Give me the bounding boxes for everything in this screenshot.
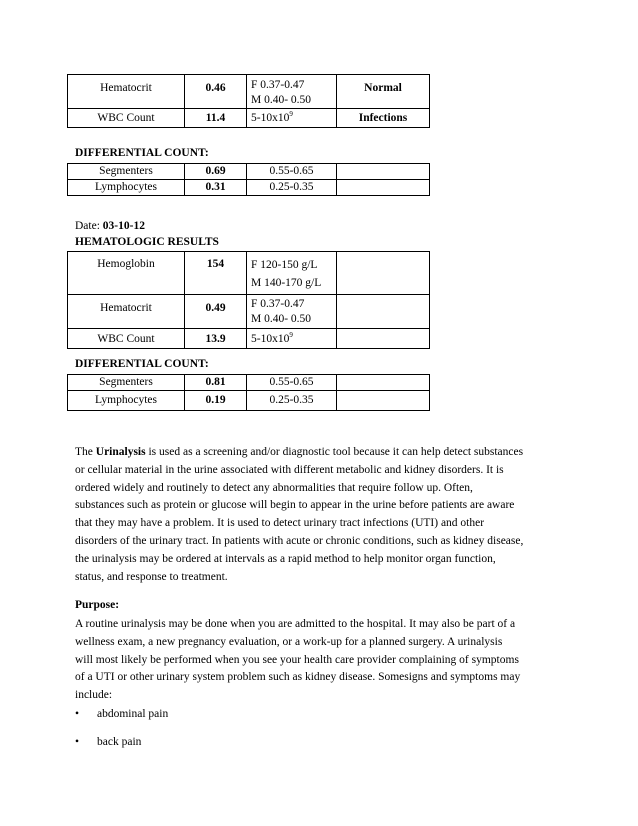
paragraph-line: the urinalysis may be ordered at intervals as a rapid method to help monitor organ function,	[75, 552, 496, 565]
table-row	[68, 164, 430, 180]
test-value: 11.4	[185, 109, 247, 128]
hematology-table-1	[67, 74, 430, 128]
test-name: Lymphocytes	[68, 391, 185, 411]
table-row	[68, 391, 430, 411]
differential-heading: DIFFERENTIAL COUNT:	[75, 147, 209, 159]
paragraph-line: that they may have a problem. It is used to detect urinary tract infections (UTI) and other	[75, 517, 485, 530]
test-value: 0.31	[185, 180, 247, 196]
differential-table-1	[67, 163, 430, 196]
test-value: 0.19	[185, 391, 247, 411]
test-name: Hematocrit	[68, 295, 185, 329]
test-name: WBC Count	[68, 109, 185, 128]
purpose-heading: Purpose:	[75, 599, 120, 611]
hematology-table-2	[67, 251, 430, 349]
paragraph-line: or cellular material in the urine associated with different metabolic and kidney disorders. It is	[75, 463, 504, 476]
reference-range: 0.25-0.35	[247, 180, 337, 196]
test-name: Segmenters	[68, 375, 185, 391]
paragraph-line: of a UTI or other urinary system problem such as kidney disease. Somesigns and symptoms may	[75, 671, 521, 684]
paragraph-line: A routine urinalysis may be done when you are admitted to the hospital. It may also be part of a	[75, 618, 516, 630]
urinalysis-paragraph	[75, 444, 575, 586]
test-value: 0.69	[185, 164, 247, 180]
reference-range: 0.55-0.65	[247, 375, 337, 391]
list-item: • back pain	[75, 736, 142, 748]
remark: Infections	[337, 109, 430, 128]
test-value: 0.46	[185, 75, 247, 109]
paragraph-line: status, and response to treatment.	[75, 570, 228, 583]
paragraph-line: wellness exam, a new pregnancy evaluation, or a work-up for a planned surgery. A urinalysis	[75, 635, 503, 648]
remark	[337, 329, 430, 349]
paragraph-line: will most likely be performed when you see your health care provider complaining of symptoms	[75, 653, 519, 666]
paragraph-line: include:	[75, 689, 113, 702]
reference-range: $5-10x10^9$	[247, 109, 337, 128]
paragraph-line: disorders of the urinary tract. In patients with acute or chronic conditions, such as kidney disease,	[75, 534, 524, 547]
purpose-paragraph	[75, 616, 575, 705]
reference-range: 0.25-0.35	[247, 391, 337, 411]
paragraph-line: substances such as protein or glucose will begin to appear in the urine before patients are aware	[75, 499, 515, 512]
table-row	[68, 180, 430, 196]
paragraph-line: ordered widely and routinely to detect any abnormalities that require follow up. Often,	[75, 481, 473, 494]
differential-heading: DIFFERENTIAL COUNT:	[75, 358, 209, 370]
test-name: Lymphocytes	[68, 180, 185, 196]
remark	[337, 295, 430, 329]
reference-range: 0.55-0.65	[247, 164, 337, 180]
reference-range: $5-10x10^9$	[247, 329, 337, 349]
table-row	[68, 375, 430, 391]
list-item: • abdominal pain	[75, 708, 169, 720]
test-name: Segmenters	[68, 164, 185, 180]
test-name: Hemoglobin	[68, 252, 185, 295]
remark	[337, 391, 430, 411]
date-value: 03-10-12	[102, 220, 145, 232]
bullet-icon: •	[75, 736, 80, 748]
date-line	[75, 219, 145, 234]
test-value: 13.9	[185, 329, 247, 349]
table-row	[68, 109, 430, 128]
test-value: 0.81	[185, 375, 247, 391]
differential-table-2	[67, 374, 430, 411]
test-name: Hematocrit	[68, 75, 185, 109]
table-row	[68, 329, 430, 349]
reference-range: F 120-150 g/L M 140-170 g/L	[247, 252, 337, 295]
remark	[337, 375, 430, 391]
remark	[337, 164, 430, 180]
remark: Normal	[337, 75, 430, 109]
hematologic-results-heading: HEMATOLOGIC RESULTS	[75, 236, 219, 248]
paragraph-line: The Urinalysis is used as a screening and/or diagnostic tool because it can help detect substances	[75, 446, 524, 458]
reference-range: F 0.37-0.47 M 0.40- 0.50	[247, 75, 337, 109]
test-value: 0.49	[185, 295, 247, 329]
test-value: 154	[185, 252, 247, 295]
bullet-icon: •	[75, 708, 80, 720]
remark	[337, 180, 430, 196]
reference-range: F 0.37-0.47 M 0.40- 0.50	[247, 295, 337, 329]
remark	[337, 252, 430, 295]
test-name: WBC Count	[68, 329, 185, 349]
table-row	[68, 75, 430, 109]
date-label: Date:	[75, 220, 100, 232]
table-row	[68, 252, 430, 295]
table-row	[68, 295, 430, 329]
